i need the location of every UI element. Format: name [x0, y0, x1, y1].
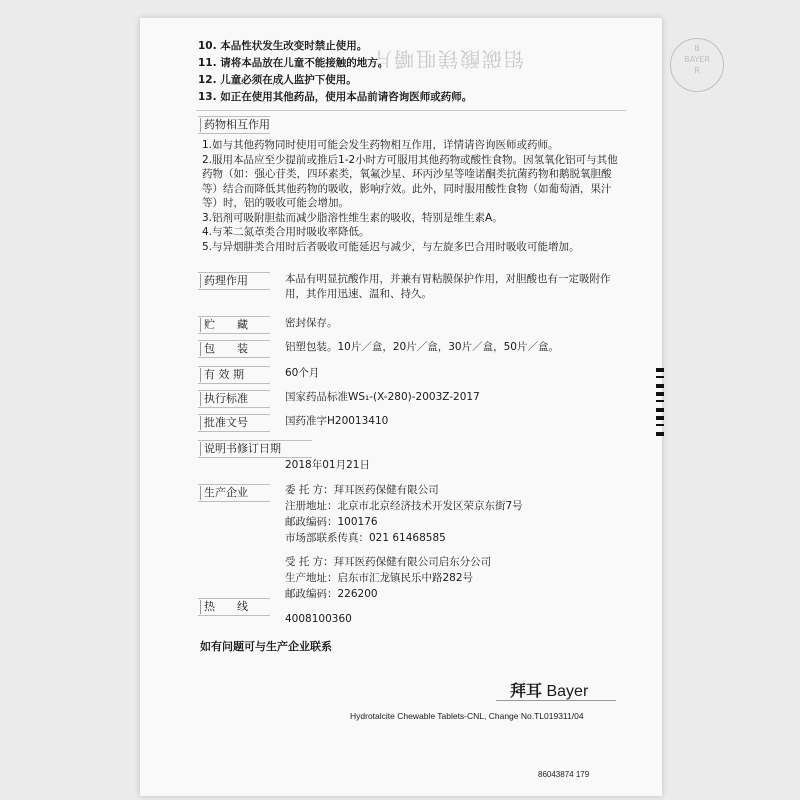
section-label-pharmacology: 药理作用 — [198, 272, 270, 290]
section-label-approval: 批准文号 — [198, 414, 270, 432]
manufacturer-line: 市场部联系传真：021 61468585 — [285, 532, 446, 544]
show-through-text: 铝碳酸镁咀嚼片 — [370, 47, 524, 71]
section-label-package: 包 装 — [198, 340, 270, 358]
validity-text: 60个月 — [285, 367, 320, 379]
manufacturer-line: 邮政编码：100176 — [285, 516, 378, 528]
package-text: 铝塑包装。10片／盒，20片／盒，30片／盒，50片／盒。 — [285, 341, 559, 353]
section-label-validity: 有 效 期 — [198, 366, 270, 384]
section-label-revision: 说明书修订日期 — [198, 440, 312, 458]
manufacturer-line: 注册地址：北京市北京经济技术开发区荣京东街7号 — [285, 500, 523, 512]
interaction-item: 5.与异烟肼类合用时后者吸收可能延迟与减少，与左旋多巴合用时吸收可能增加。 — [202, 240, 580, 253]
warning-item: 12. 儿童必须在成人监护下使用。 — [198, 74, 357, 86]
warning-item: 13. 如正在使用其他药品，使用本品前请咨询医师或药师。 — [198, 91, 473, 103]
section-label-interactions: 药物相互作用 — [198, 116, 270, 134]
standard-text: 国家药品标准WS₁-(X-280)-2003Z-2017 — [285, 391, 480, 403]
edge-marker-bars — [656, 368, 664, 440]
manufacturer-line: 受 托 方：拜耳医药保健有限公司启东分公司 — [285, 556, 492, 568]
brand-cn: 拜耳 — [510, 683, 543, 700]
section-label-storage: 贮 藏 — [198, 316, 270, 334]
warning-item: 11. 请将本品放在儿童不能接触的地方。 — [198, 57, 389, 69]
revision-text: 2018年01月21日 — [285, 459, 370, 471]
bayer-brand — [510, 678, 588, 701]
manufacturer-line: 邮政编码：226200 — [285, 588, 378, 600]
divider — [496, 700, 616, 701]
interaction-item: 2.服用本品应至少提前或推后1-2小时方可服用其他药物或酸性食物。因氢氧化铝可与其他药物（如：强心苷类，四环素类，氧氟沙星、环丙沙星等喹诺酮类抗菌药物和鹅脱氧胆酸等）结合而降低其他药物的吸收，影响疗效。此外，同时服用酸性食物（如葡萄酒，果汁等）时，铝的吸收可能会增加。 — [202, 153, 618, 209]
section-label-hotline: 热 线 — [198, 598, 270, 616]
manufacturer-details — [285, 482, 615, 602]
pharmacology-text: 本品有明显抗酸作用，并兼有胃粘膜保护作用，对胆酸也有一定吸附作用，其作用迅速、温和、持久。 — [285, 273, 611, 300]
interaction-item: 3.铝剂可吸附胆盐而减少脂溶性维生素的吸收，特别是维生素A。 — [202, 211, 503, 224]
warnings-list — [198, 38, 472, 106]
approval-text: 国药准字H20013410 — [285, 415, 389, 427]
storage-text: 密封保存。 — [285, 317, 338, 329]
interactions-list — [202, 138, 622, 254]
warning-item: 10. 本品性状发生改变时禁止使用。 — [198, 40, 368, 52]
interaction-item: 4.与苯二氮䓬类合用时吸收率降低。 — [202, 226, 370, 238]
manufacturer-line: 生产地址：启东市汇龙镇民乐中路282号 — [285, 572, 474, 584]
leaflet-page — [140, 18, 710, 796]
product-footnote: Hydrotalcite Chewable Tablets-CNL, Change No.TL019311/04 — [350, 711, 584, 721]
hotline-number: 4008100360 — [285, 613, 352, 625]
manufacturer-line: 委 托 方：拜耳医药保健有限公司 — [285, 484, 439, 496]
bayer-cross-logo: B BAYER R — [670, 38, 724, 92]
print-code: 86043874 179 — [538, 770, 590, 779]
brand-en: Bayer — [546, 683, 589, 700]
section-label-standard: 执行标准 — [198, 390, 270, 408]
section-label-manufacturer: 生产企业 — [198, 484, 270, 502]
divider — [196, 110, 626, 111]
contact-note: 如有问题可与生产企业联系 — [200, 640, 332, 653]
interaction-item: 1.如与其他药物同时使用可能会发生药物相互作用，详情请咨询医师或药师。 — [202, 139, 559, 151]
